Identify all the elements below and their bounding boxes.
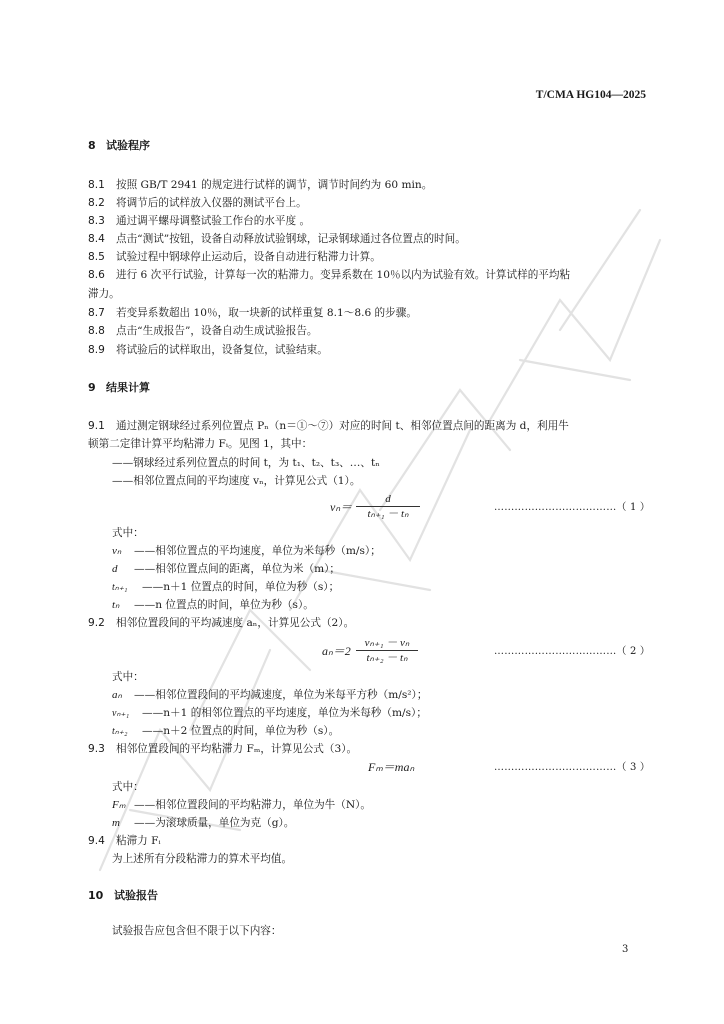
where-2-row: tₙ₊₂ ——n＋2 位置点的时间，单位为秒（s）。 <box>112 725 340 737</box>
dash-item-time: ——钢球经过系列位置点的时间 t，为 t₁、t₂、t₃、…、tₙ <box>112 457 380 469</box>
clause-9-2: 9.2 相邻位置段间的平均减速度 aₙ，计算见公式（2）。 <box>88 617 355 629</box>
formula-3: Fₘ＝maₙ <box>368 760 415 774</box>
clause-9-1-cont: 顿第二定律计算平均粘滞力 Fᵢ。见图 1，其中： <box>88 438 313 450</box>
formula-2-denominator: tₙ₊₂ － tₙ <box>356 650 418 665</box>
standard-number: T/CMA HG104—2025 <box>535 89 646 101</box>
section-10-text: 试验报告应包含但不限于以下内容： <box>112 925 282 937</box>
where-3-row: m ——为滚球质量，单位为克（g）。 <box>112 817 295 829</box>
clause-8-7: 8.7 若变异系数超出 10％，取一块新的试样重复 8.1～8.6 的步骤。 <box>88 307 417 319</box>
clause-8-6: 8.6 进行 6 次平行试验，计算每一次的粘滞力。变异系数在 10％以内为试验有效。计算试样的平均粘 <box>88 269 571 281</box>
where-1-row: d ——相邻位置点间的距离，单位为米（m）； <box>112 563 341 575</box>
formula-1-lhs: vₙ＝ <box>330 500 353 514</box>
where-2-row: vₙ₊₁ ——n＋1 的相邻位置点的平均速度，单位为米每秒（m/s）； <box>112 707 427 719</box>
where-label-3: 式中： <box>112 781 144 793</box>
where-2-row: aₙ ——相邻位置段间的平均减速度，单位为米每平方秒（m/s²）； <box>112 689 428 701</box>
clause-8-3: 8.3 通过调平螺母调整试验工作台的水平度 。 <box>88 215 311 227</box>
where-label-1: 式中： <box>112 527 144 539</box>
formula-2-number: ………………………………（ 2 ） <box>494 646 651 657</box>
section-10-heading: 10 试验报告 <box>88 889 158 902</box>
formula-1-denominator: tₙ₊₁ － tₙ <box>356 506 420 521</box>
clause-8-6-cont: 滞力。 <box>88 288 120 300</box>
clause-8-4: 8.4 点击“测试”按钮，设备自动释放试验钢球，记录钢球通过各位置点的时间。 <box>88 233 466 245</box>
clause-8-8: 8.8 点击“生成报告”，设备自动生成试验报告。 <box>88 325 318 337</box>
clause-9-4: 9.4 粘滞力 Fᵢ <box>88 835 161 847</box>
where-1-row: vₙ ——相邻位置点的平均速度，单位为米每秒（m/s）； <box>112 545 381 557</box>
clause-8-2: 8.2 将调节后的试样放入仪器的测试平台上。 <box>88 197 307 209</box>
formula-2-numerator: vₙ₊₁ － vₙ <box>364 637 410 649</box>
formula-1-fraction <box>356 492 420 521</box>
dash-item-velocity: ——相邻位置点间的平均速度 vₙ，计算见公式（1）。 <box>112 475 361 487</box>
where-1-row: tₙ₊₁ ——n＋1 位置点的时间，单位为秒（s）； <box>112 581 340 593</box>
clause-9-4-cont: 为上述所有分段粘滞力的算术平均值。 <box>112 853 293 865</box>
where-label-2: 式中： <box>112 671 144 683</box>
formula-2-lhs: aₙ＝2 <box>322 644 351 658</box>
clause-9-3: 9.3 相邻位置段间的平均粘滞力 Fₘ，计算见公式（3）。 <box>88 743 358 755</box>
formula-2-fraction <box>356 636 418 665</box>
clause-9-1: 9.1 通过测定钢球经过系列位置点 Pₙ（n＝①～⑦）对应的时间 t、相邻位置点间的距离为 d，利用牛 <box>88 420 569 432</box>
clause-8-1: 8.1 按照 GB/T 2941 的规定进行试样的调节，调节时间约为 60 min。 <box>88 179 433 191</box>
section-9-heading: 9 结果计算 <box>88 381 150 394</box>
page-number: 3 <box>622 944 629 955</box>
formula-1-numerator: d <box>385 493 391 505</box>
where-1-row: tₙ ——n 位置点的时间，单位为秒（s）。 <box>112 599 314 611</box>
formula-3-number: ………………………………（ 3 ） <box>494 762 651 773</box>
formula-1-number: ………………………………（ 1 ） <box>494 502 651 513</box>
clause-8-9: 8.9 将试验后的试样取出，设备复位，试验结束。 <box>88 344 328 356</box>
clause-8-5: 8.5 试验过程中钢球停止运动后，设备自动进行粘滞力计算。 <box>88 251 381 263</box>
section-8-heading: 8 试验程序 <box>88 139 150 152</box>
where-3-row: Fₘ ——相邻位置段间的平均粘滞力，单位为牛（N）。 <box>112 799 372 811</box>
